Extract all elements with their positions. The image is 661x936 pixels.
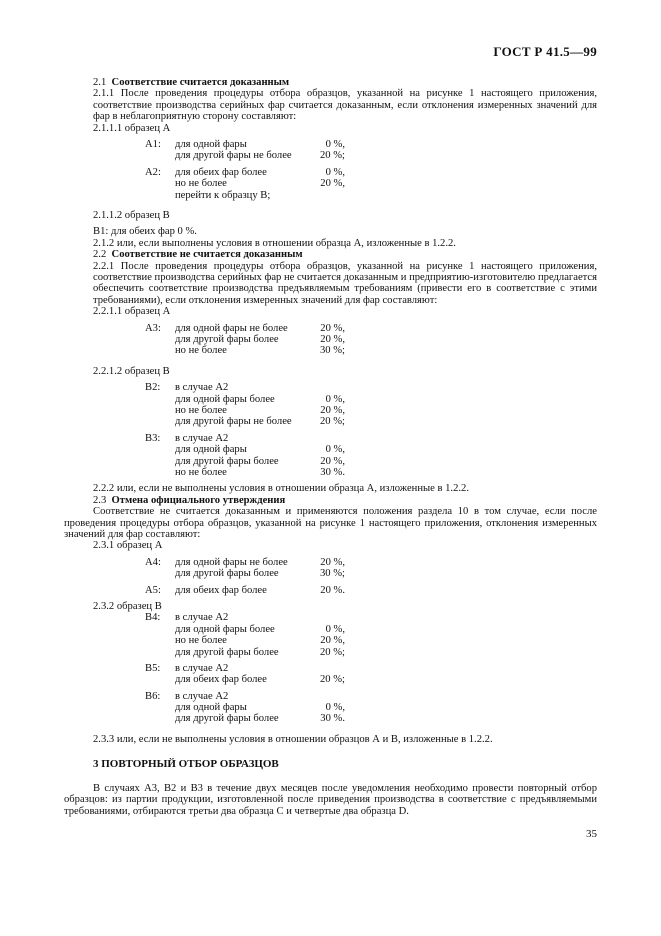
paragraph-2-2-2: 2.2.2 или, если не выполнены условия в отношении образца А, изложенные в 1.2.2. [93, 483, 469, 495]
table-a1: A1: для одной фары 0 %, для другой фары не более 20 %; [145, 139, 345, 162]
section-2-3-heading: 2.3 Отмена официального утверждения [93, 494, 286, 506]
table-b3: В3: в случае А2 для одной фары 0 %, для другой фары более 20 %, но не более 30 %. [145, 432, 345, 478]
subheading-2-1-1-1: 2.1.1.1 образец А [93, 122, 171, 134]
table-a5: А5: для обеих фар более 20 %. [145, 584, 345, 596]
subheading-2-3-2: 2.3.2 образец В [93, 600, 162, 612]
page-number: 35 [586, 828, 597, 840]
subheading-2-1-1-2: 2.1.1.2 образец В [93, 209, 170, 221]
document-body [64, 77, 597, 817]
paragraph-2-3-3: 2.3.3 или, если не выполнены условия в отношении образцов А и В, изложенные в 1.2.2. [93, 733, 493, 745]
table-a4: А4: для одной фары не более 20 %, для другой фары более 30 %; [145, 556, 345, 580]
table-b5: В5: в случае А2 для обеих фар более 20 %; [145, 662, 345, 686]
table-b2: В2: в случае А2 для одной фары более 0 %, но не более 20 %, для другой фары не более 20 %; [145, 382, 345, 428]
paragraph-2-3-intro: Соответствие не считается доказанным и применяются положения раздела 10 в том случае, если после проведения процедуры отбора образцов, указанной на рисунке 1 настоящего приложения, отклонения измеренных значений для фар составляют: [64, 506, 597, 540]
table-a2: A2: для обеих фар более 0 %, но не более 20 %, перейти к образцу В; [145, 166, 345, 201]
section-2-1-heading: 2.1 Соответствие считается доказанным [93, 77, 290, 88]
subheading-2-2-1-1: 2.2.1.1 образец А [93, 306, 171, 318]
section-2-2-heading: 2.2 Соответствие не считается доказанным [93, 249, 303, 261]
table-b6: В6: в случае А2 для одной фары 0 %, для другой фары более 30 %. [145, 690, 345, 725]
paragraph-3: В случаях А3, В2 и В3 в течение двух месяцев после уведомления необходимо провести повторный отбор образцов: из партии продукции, изготовленной после приведения производства в соответствие с предъявляемыми требованиями, отбираются третьи два образца С и четвертые два образца D. [64, 782, 597, 817]
paragraph-2-2-1: 2.2.1 После проведения процедуры отбора образцов, указанной на рисунке 1 настоящего приложения, соответствие производства серийных фар не считается доказанным и предприятию-изготовителю предлагается обеспечить соответствие производства предъявляемым требованиям (привести его в соответствие с этими требованиями), если отклонения измеренных значений для фар составляют: [93, 260, 597, 306]
subheading-2-3-1: 2.3.1 образец А [93, 540, 163, 552]
subheading-2-2-1-2: 2.2.1.2 образец В [93, 365, 170, 377]
standard-header: ГОСТ Р 41.5—99 [493, 44, 597, 59]
line-b1: В1: для обеих фар 0 %. [93, 226, 197, 238]
paragraph-2-1-2: 2.1.2 или, если выполнены условия в отношении образца А, изложенные в 1.2.2. [93, 237, 456, 249]
section-3-heading: 3 ПОВТОРНЫЙ ОТБОР ОБРАЗЦОВ [93, 758, 279, 771]
paragraph-2-1-1: 2.1.1 После проведения процедуры отбора образцов, указанной на рисунке 1 настоящего приложения, соответствие производства серийных фар считается доказанным, если отклонения измеренных значений для фар в неблагоприятную сторону составляют: [93, 88, 597, 123]
table-a3: А3: для одной фары не более 20 %, для другой фары более 20 %, но не более 30 %; [145, 322, 345, 357]
table-b4: В4: в случае А2 для одной фары более 0 %, но не более 20 %, для другой фары более 20 %; [145, 612, 345, 658]
